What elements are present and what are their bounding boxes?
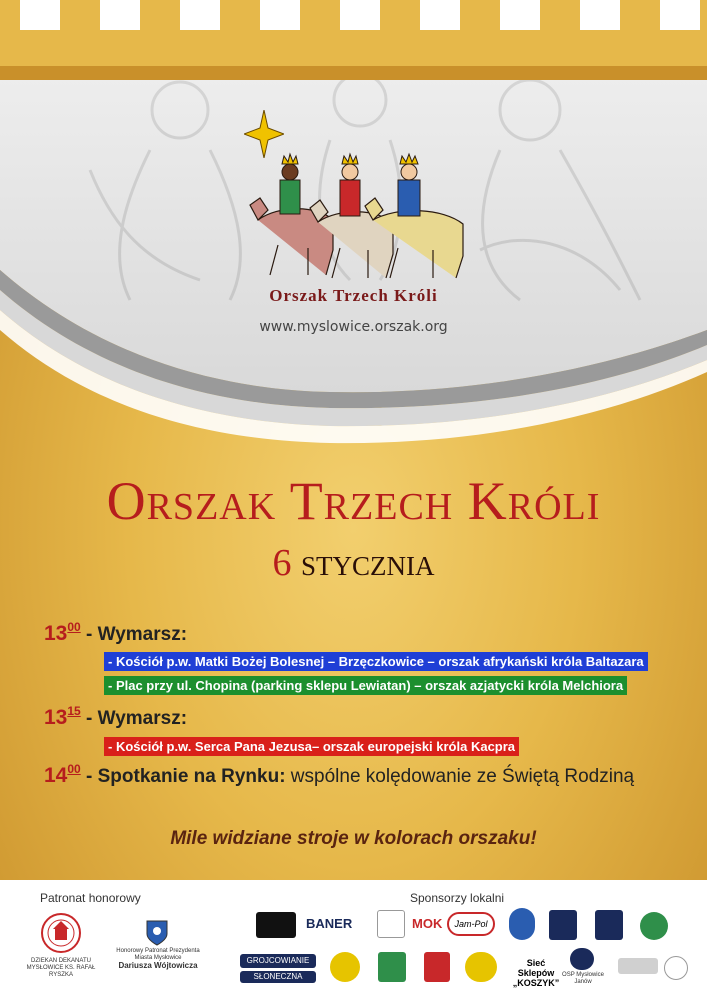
sponsor-koszyk-logo[interactable]: Sieć Sklepów „KOSZYK” — [512, 958, 560, 988]
sponsors-label: Sponsorzy lokalni — [410, 891, 505, 905]
patronat-label: Patronat honorowy — [40, 891, 141, 905]
sponsor-jampol-logo[interactable]: Jam-Pol — [447, 912, 495, 936]
sponsor-osp-logo[interactable] — [549, 910, 577, 940]
website-url[interactable]: www.myslowice.orszak.org — [259, 319, 448, 335]
event-date — [0, 541, 707, 585]
prezydent-text: Honorowy Patronat Prezydenta Miasta Mysłowice Dariusza Wójtowicza — [116, 948, 200, 970]
sponsor-ok-logo[interactable] — [377, 910, 405, 938]
sponsor-blyskawica-logo[interactable] — [256, 912, 296, 938]
sponsor-chef-logo[interactable] — [664, 956, 688, 980]
event-title: Orszak Trzech Króli — [106, 471, 601, 531]
schedule-label: Spotkanie na Rynku: — [97, 766, 286, 787]
sponsor-scout-logo[interactable] — [640, 912, 668, 940]
date-month: stycznia — [301, 542, 435, 584]
schedule-time: $13^{15}$ — [44, 704, 81, 729]
sponsor-mok-logo[interactable]: MOK — [412, 916, 443, 931]
logo-title: Orszak Trzech Króli — [269, 286, 438, 305]
date-day: 6 — [272, 542, 292, 584]
footer — [0, 880, 707, 1000]
schedule-label: Wymarsz: — [97, 708, 188, 729]
schedule-item: $14^{00}$ - Spotkanie na Rynku: wspólne kolędowanie ze Świętą Rodziną — [44, 762, 635, 787]
sponsor-badge-logo[interactable] — [509, 908, 535, 940]
schedule-item: $13^{00}$ - Wymarsz: — [44, 620, 188, 645]
sponsor-osp2-logo[interactable] — [595, 910, 623, 940]
city-crest-icon — [146, 920, 168, 946]
schedule-time: $13^{00}$ — [44, 620, 81, 645]
sponsor-sloneczna-logo[interactable]: SŁONECZNA — [240, 971, 316, 983]
sponsor-round-logo[interactable] — [330, 952, 360, 982]
schedule-desc: wspólne kolędowanie ze Świętą Rodziną — [285, 766, 635, 787]
tagline: Mile widziane stroje w kolorach orszaku! — [170, 828, 537, 849]
sponsor-grojcowianie-logo[interactable]: GROJCOWIANIE — [240, 954, 316, 968]
dekanat-text: DZIEKAN DEKANATU MYSŁOWICE KS. RAFAŁ RYSZKA — [26, 958, 96, 978]
three-kings-illustration — [248, 150, 468, 280]
dekanat-seal-icon — [40, 912, 82, 954]
sponsor-osp-janow-logo[interactable] — [570, 948, 594, 970]
sponsor-osp-janow-text: OSP Mysłowice Janów — [562, 972, 604, 985]
schedule-item: $13^{15}$ - Wymarsz: — [44, 704, 188, 729]
route-green: - Plac przy ul. Chopina (parking sklepu Lewiatan) – orszak azjatycki króla Melchiora — [104, 676, 627, 695]
schedule-time: $14^{00}$ — [44, 762, 81, 787]
battlement-band — [0, 0, 707, 80]
sponsor-text-logo[interactable] — [618, 958, 658, 974]
sponsor-crest-logo[interactable] — [378, 952, 406, 982]
sponsor-sun-logo[interactable] — [465, 952, 497, 982]
schedule-label: Wymarsz: — [97, 624, 188, 645]
sponsor-shield-logo[interactable] — [424, 952, 450, 982]
route-red: - Kościół p.w. Serca Pana Jezusa– orszak europejski króla Kacpra — [104, 737, 519, 756]
sponsor-baner-logo[interactable]: BANER — [306, 916, 353, 931]
route-blue: - Kościół p.w. Matki Bożej Bolesnej – Brzęczkowice – orszak afrykański króla Baltazara — [104, 652, 648, 671]
